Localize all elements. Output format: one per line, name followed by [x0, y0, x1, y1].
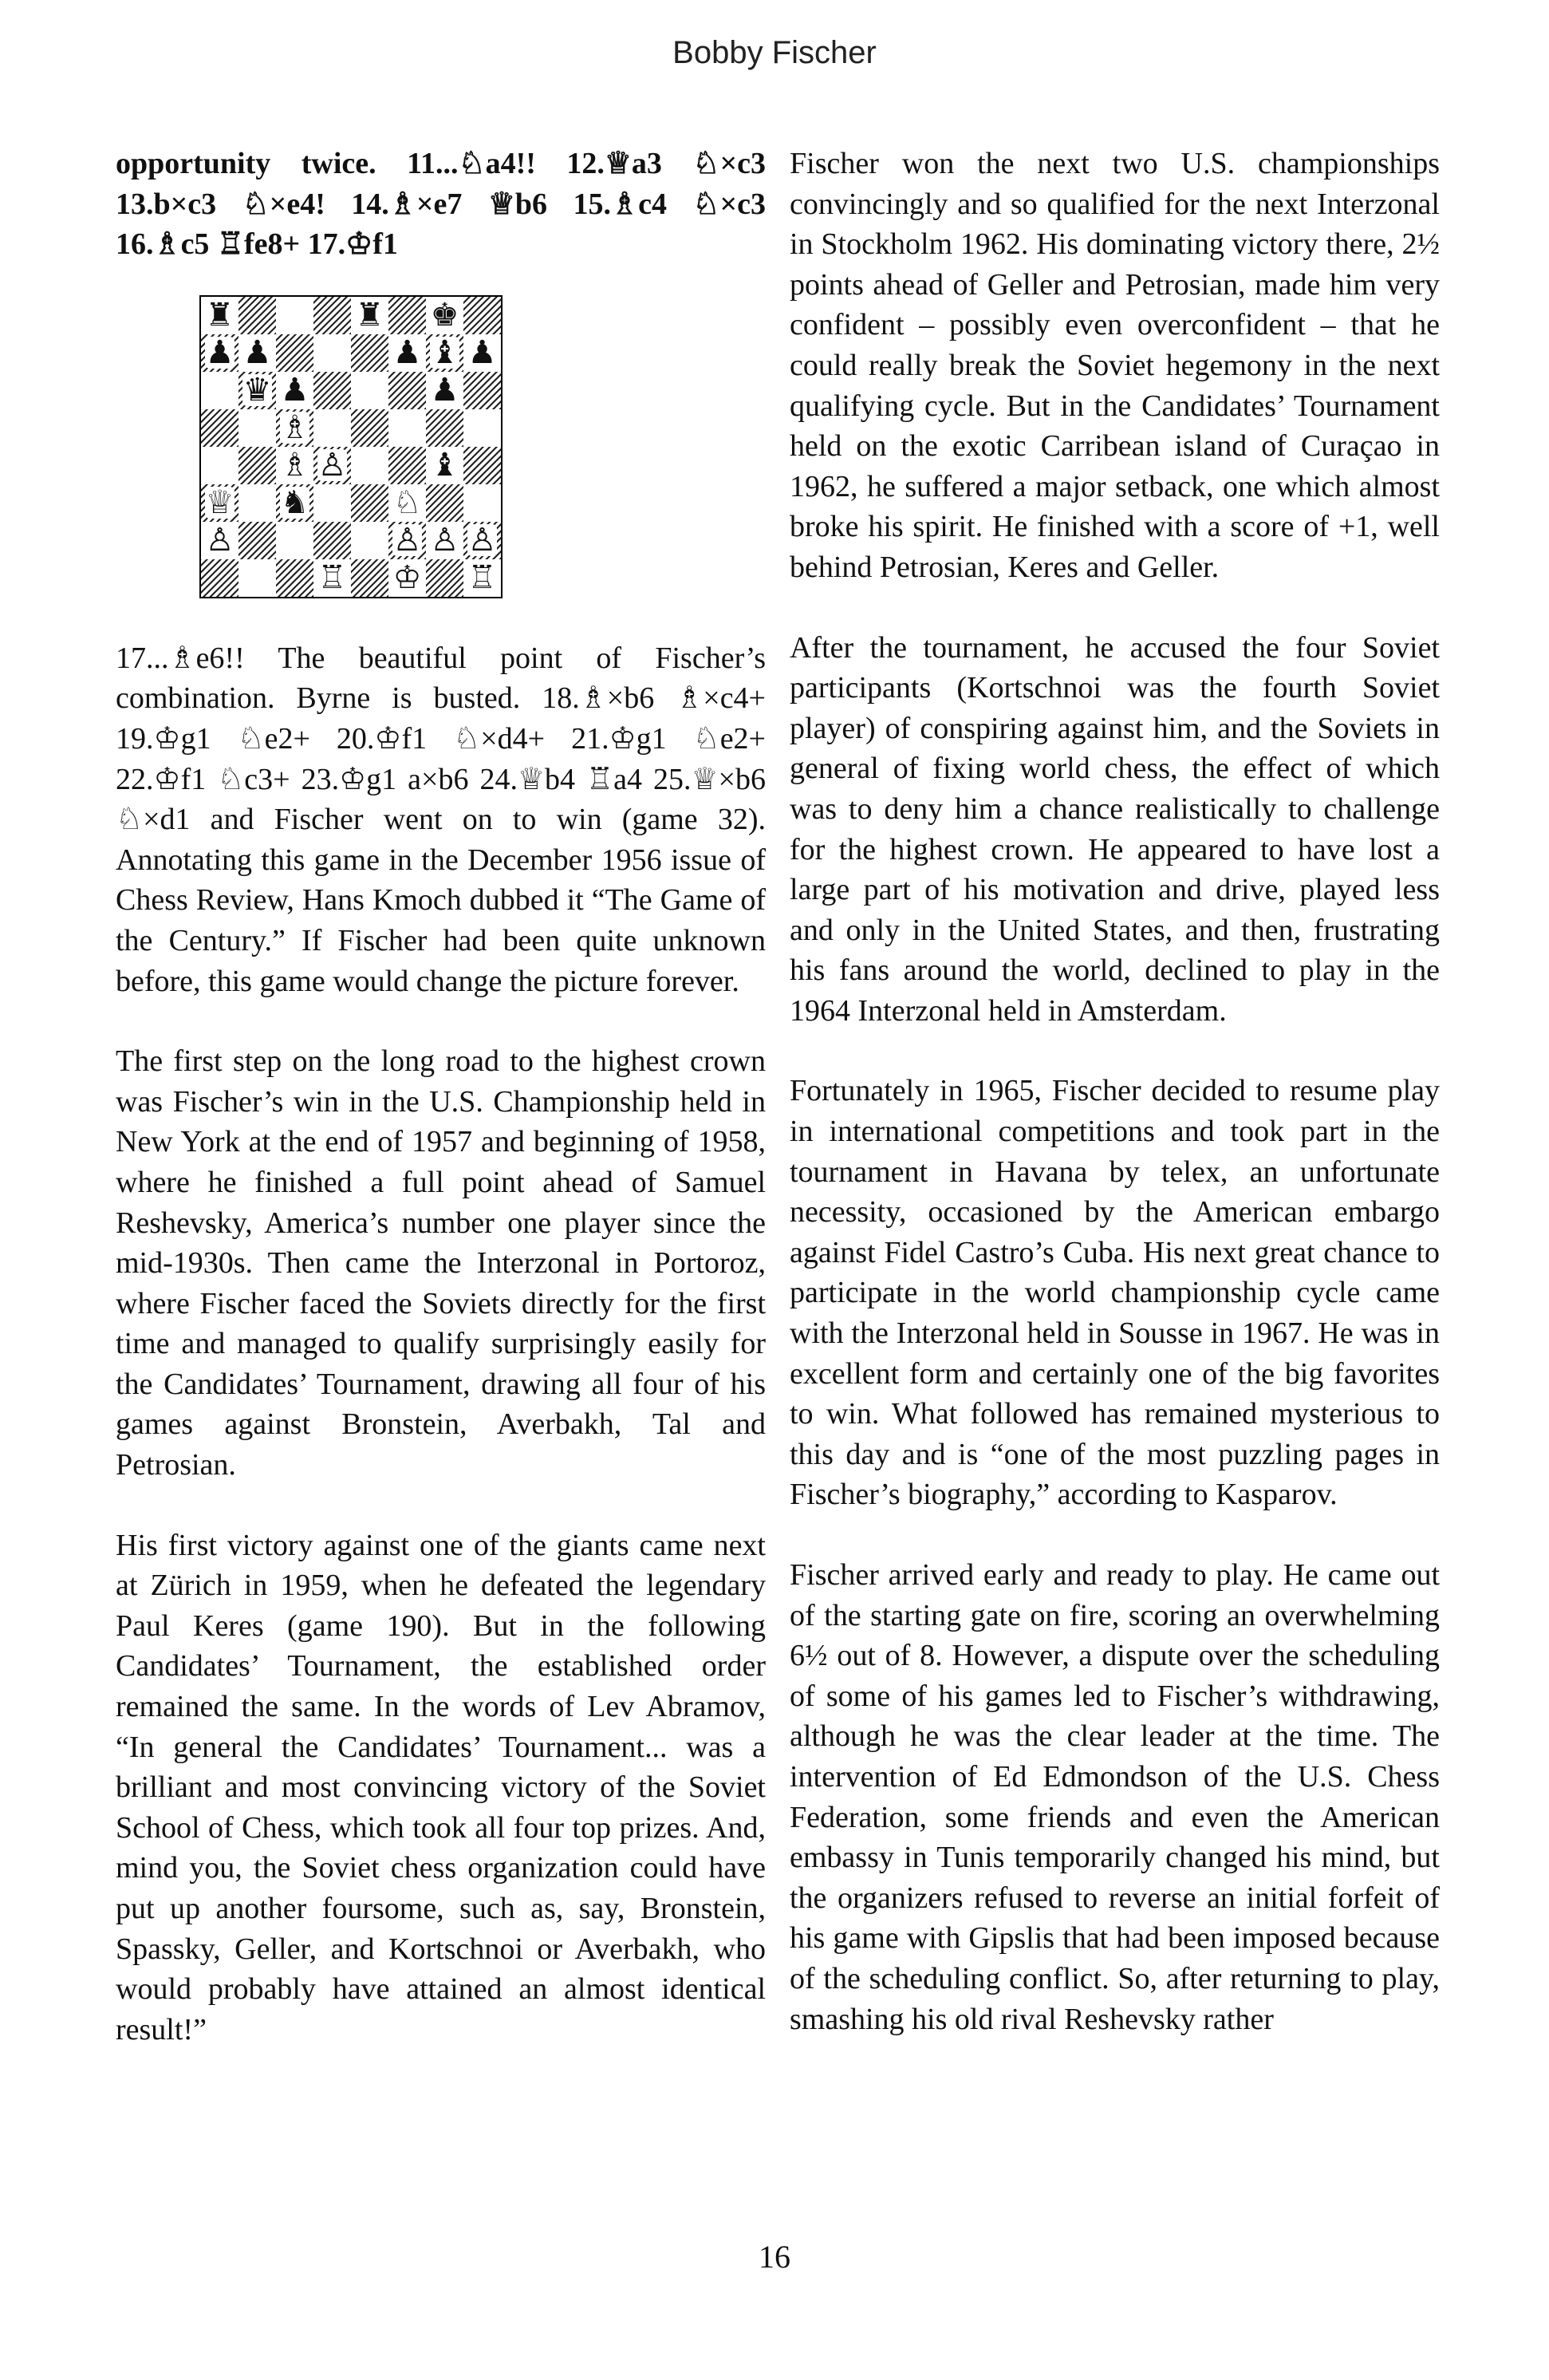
board-square: [426, 559, 463, 597]
board-square: [313, 447, 351, 484]
chess-piece: ♞: [280, 484, 309, 522]
board-square: [276, 484, 313, 522]
board-square: [426, 484, 463, 522]
chess-piece: ♙: [205, 522, 235, 559]
board-square: [388, 559, 426, 597]
chess-piece: ♕: [205, 484, 235, 522]
board-square: [351, 409, 388, 447]
paragraph: The first step on the long road to the highest crown was Fischer’s win in the U.S. Championship held in New York at the end of 1957 and beginning of 1958, where he finished a full point ahead of Samuel Reshevsky, America’s number one player since the mid-1930s. Then came the Interzonal in Portoroz, where Fischer faced the Soviets directly for the first time and managed to qualify surprisingly easily for the Candidates’ Tournament, drawing all four of his games against Bronstein, Averbakh, Tal and Petrosian.: [116, 1044, 766, 1482]
chess-piece: ♙: [317, 447, 347, 484]
board-square: [276, 297, 313, 334]
chess-piece: ♗: [280, 447, 309, 484]
board-square: [463, 522, 501, 559]
board-square: [388, 447, 426, 484]
board-square: [463, 334, 501, 372]
board-square: [276, 559, 313, 597]
chess-piece: ♟: [205, 334, 235, 372]
board-square: [351, 447, 388, 484]
board-square: [388, 372, 426, 409]
board-square: [201, 372, 238, 409]
board-square: [426, 334, 463, 372]
right-column: [790, 144, 1440, 2079]
board-square: [313, 372, 351, 409]
board-square: [238, 297, 276, 334]
chess-piece: ♟: [280, 372, 309, 409]
board-square: [276, 372, 313, 409]
board-square: [388, 522, 426, 559]
board-square: [426, 297, 463, 334]
chess-piece: ♗: [280, 409, 309, 447]
chess-piece: ♜: [205, 297, 235, 334]
board-square: [201, 559, 238, 597]
board-square: [463, 559, 501, 597]
board-square: [201, 409, 238, 447]
board-square: [238, 334, 276, 372]
board-square: [201, 447, 238, 484]
chess-piece: ♙: [467, 522, 497, 559]
chess-piece: ♙: [392, 522, 422, 559]
chess-piece: ♘: [392, 484, 422, 522]
chess-piece: ♔: [392, 559, 422, 597]
board-square: [426, 447, 463, 484]
board-square: [351, 297, 388, 334]
board-square: [426, 409, 463, 447]
board-square: [313, 484, 351, 522]
board-square: [388, 297, 426, 334]
board-square: [313, 409, 351, 447]
chess-piece: ♝: [430, 334, 459, 372]
chess-piece: ♝: [430, 447, 459, 484]
board-square: [238, 484, 276, 522]
chess-piece: ♟: [467, 334, 497, 372]
running-header: Bobby Fischer: [672, 35, 877, 70]
board-square: [351, 484, 388, 522]
board-square: [463, 372, 501, 409]
paragraph: Fischer arrived early and ready to play. He came out of the starting gate on fire, scoring an overwhelming 6½ out of 8. However, a dispute over the scheduling of some of his games led to Fischer’s withdrawing, although he was the clear leader at the time. The intervention of Ed Edmondson of the U.S. Chess Federation, some friends and even the American embassy in Tunis temporarily changed his mind, but the organizers refused to reverse an initial forfeit of his game with Gipslis that had been imposed because of the scheduling conflict. So, after returning to play, smashing his old rival Reshevsky rather: [790, 1558, 1440, 2036]
paragraph: 17...♗e6!! The beautiful point of Fischer’s combination. Byrne is busted. 18.♗×b6 ♗×c4+ 19.♔g1 ♘e2+ 20.♔f1 ♘×d4+ 21.♔g1 ♘e2+ 22.♔f1 ♘c3+ 23.♔g1 a×b6 24.♕b4 ♖a4 25.♕×b6 ♘×d1 and Fischer went on to win (game 32). Annotating this game in the December 1956 issue of Chess Review, Hans Kmoch dubbed it “The Game of the Century.” If Fischer had been quite unknown before, this game would change the picture forever.: [116, 641, 766, 998]
board-square: [201, 297, 238, 334]
board-square: [426, 522, 463, 559]
left-column: [116, 144, 766, 2090]
chess-piece: ♜: [355, 297, 384, 334]
board-square: [313, 559, 351, 597]
board-square: [238, 522, 276, 559]
board-square: [351, 372, 388, 409]
board-square: [201, 334, 238, 372]
board-square: [276, 409, 313, 447]
board-square: [463, 409, 501, 447]
paragraph: After the tournament, he accused the four Soviet participants (Kortschnoi was the fourth Soviet player) of conspiring against him, and the Soviets in general of fixing world chess, the effect of which was to deny him a chance realistically to challenge for the highest crown. He appeared to have lost a large part of his motivation and drive, played less and only in the United States, and then, frustrating his fans around the world, declined to play in the 1964 Interzonal held in Amsterdam.: [790, 630, 1440, 1028]
board-square: [313, 297, 351, 334]
board-square: [238, 447, 276, 484]
chess-diagram: [199, 295, 503, 598]
board-square: [238, 372, 276, 409]
chess-piece: ♖: [467, 559, 497, 597]
board-square: [388, 484, 426, 522]
board-square: [276, 522, 313, 559]
chess-piece: ♟: [430, 372, 459, 409]
board-square: [463, 447, 501, 484]
board-square: [463, 484, 501, 522]
chess-piece: ♖: [317, 559, 347, 597]
board-square: [351, 334, 388, 372]
board-square: [463, 297, 501, 334]
paragraph: Fortunately in 1965, Fischer decided to resume play in international competitions and took part in the tournament in Havana by telex, an unfortunate necessity, occasioned by the American embargo against Fidel Castro’s Cuba. His next great chance to participate in the world championship cycle came with the Interzonal held in Sousse in 1967. He was in excellent form and certainly one of the big favorites to win. What followed has remained mysterious to this day and is “one of the most puzzling pages in Fischer’s biography,” according to Kasparov.: [790, 1074, 1440, 1512]
board-square: [238, 559, 276, 597]
board-square: [388, 334, 426, 372]
board-square: [351, 559, 388, 597]
paragraph: His first victory against one of the giants came next at Zürich in 1959, when he defeated the legendary Paul Keres (game 190). But in the following Candidates’ Tournament, the established order remained the same. In the words of Lev Abramov, “In general the Candidates’ Tournament... was a brilliant and most convincing victory of the Soviet School of Chess, which took all four top prizes. And, mind you, the Soviet chess organization could have put up another foursome, such as, say, Bronstein, Spassky, Geller, and Kortschnoi or Averbakh, who would probably have attained an almost identical result!”: [116, 1528, 766, 2046]
board-square: [276, 447, 313, 484]
board-square: [276, 334, 313, 372]
chess-piece: ♛: [242, 372, 272, 409]
board-square: [351, 522, 388, 559]
paragraph: Fischer won the next two U.S. championships convincingly and so qualified for the next Interzonal in Stockholm 1962. His dominating victory there, 2½ points ahead of Geller and Petrosian, made him very confident – possibly even overconfident – that he could really break the Soviet hegemony in the next qualifying cycle. But in the Candidates’ Tournament held on the exotic Carribean island of Curaçao in 1962, he suffered a major setback, one which almost broke his spirit. He finished with a score of +1, well behind Petrosian, Keres and Geller.: [790, 147, 1440, 584]
move-text: opportunity twice. 11...♘a4!! 12.♕a3 ♘×c3 13.b×c3 ♘×e4! 14.♗×e7 ♕b6 15.♗c4 ♘×c3 16.♗c5 ♖fe8+ 17.♔f1: [116, 147, 766, 262]
chess-piece: ♟: [392, 334, 422, 372]
board-square: [313, 522, 351, 559]
board-square: [201, 484, 238, 522]
board-square: [201, 522, 238, 559]
board-square: [313, 334, 351, 372]
board-square: [238, 409, 276, 447]
board-square: [426, 372, 463, 409]
page-number: 16: [759, 2239, 790, 2275]
chess-board: [199, 295, 503, 598]
chess-piece: ♙: [430, 522, 459, 559]
chess-piece: ♟: [242, 334, 272, 372]
chess-piece: ♚: [430, 297, 459, 334]
board-square: [388, 409, 426, 447]
